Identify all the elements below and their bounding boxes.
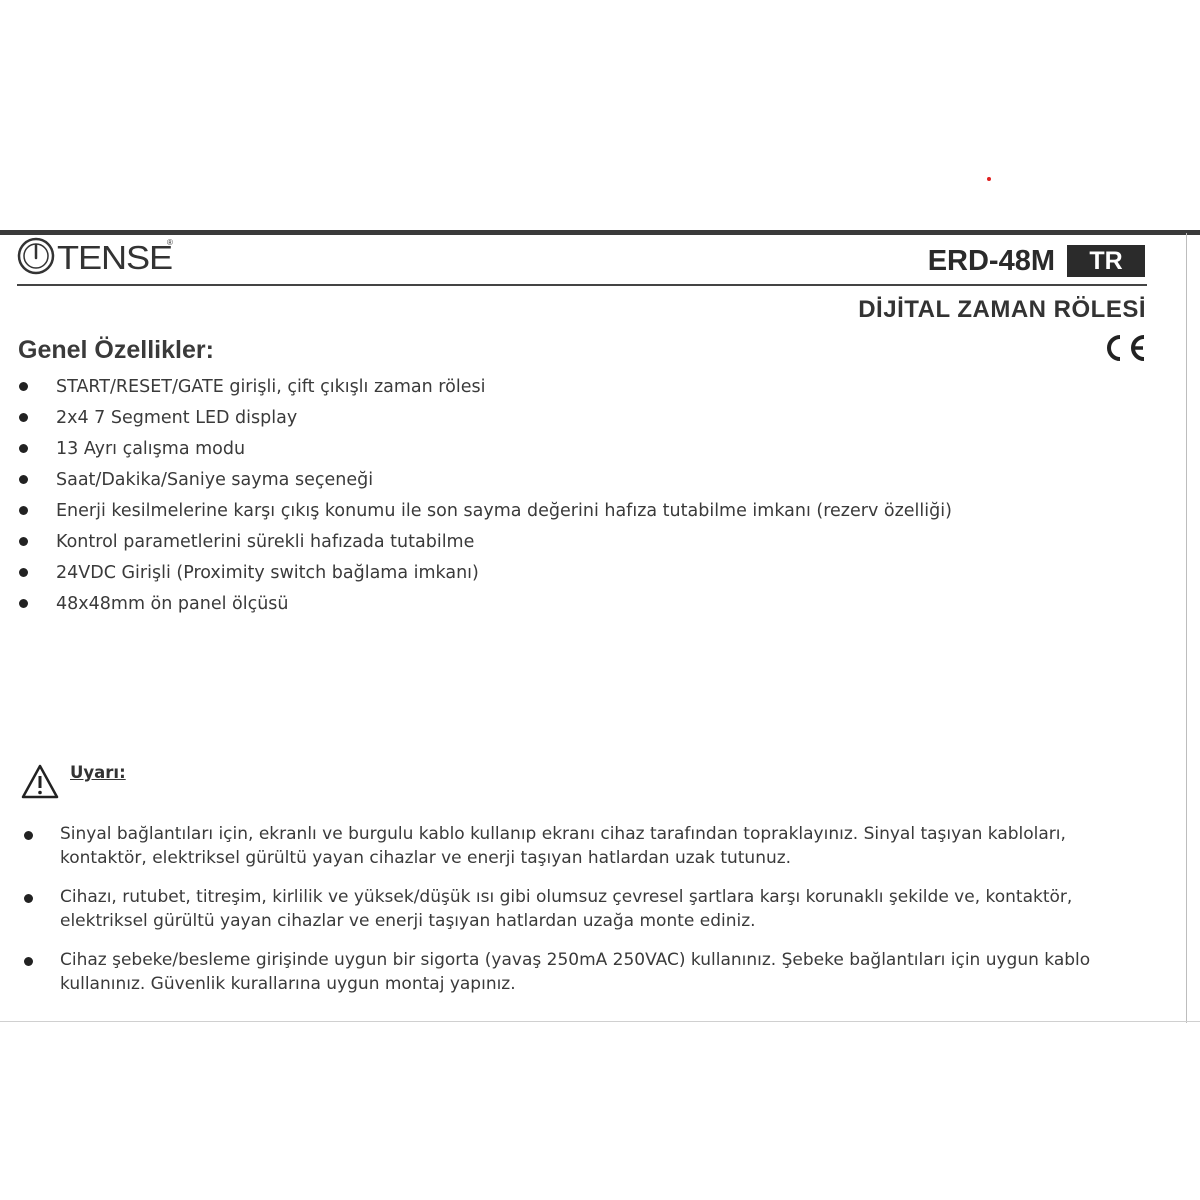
product-title: DİJİTAL ZAMAN RÖLESİ <box>858 296 1146 323</box>
model-number: ERD-48M <box>927 245 1055 277</box>
bullet-icon <box>19 568 28 577</box>
list-item: START/RESET/GATE girişli, çift çıkışlı zaman rölesi <box>0 372 952 403</box>
list-item: Kontrol parametlerini sürekli hafızada tutabilme <box>0 527 952 558</box>
header-divider <box>17 284 1147 286</box>
list-item: Cihazı, rutubet, titreşim, kirlilik ve yüksek/düşük ısı gibi olumsuz çevresel şartlara karşı korunaklı şekilde ve, kontaktör, elektriksel gürültü yayan cihazlar ve enerji taşıyan hatlardan uzağa monte ediniz. <box>0 885 1170 933</box>
red-dot-mark <box>987 177 991 181</box>
bullet-icon <box>19 444 28 453</box>
svg-text:®: ® <box>167 238 173 247</box>
warnings-list <box>0 822 1170 1011</box>
bullet-icon <box>19 382 28 391</box>
list-item: 13 Ayrı çalışma modu <box>0 434 952 465</box>
list-item: 2x4 7 Segment LED display <box>0 403 952 434</box>
features-list <box>0 372 952 620</box>
list-item: Saat/Dakika/Saniye sayma seçeneği <box>0 465 952 496</box>
warning-title: Uyarı: <box>70 763 126 782</box>
warning-triangle-icon <box>21 764 59 799</box>
bullet-icon <box>19 599 28 608</box>
list-item: Cihaz şebeke/besleme girişinde uygun bir sigorta (yavaş 250mA 250VAC) kullanınız. Şebeke bağlantıları için uygun kablo kullanınız. Güvenlik kurallarına uygun montaj yapınız. <box>0 948 1170 996</box>
language-badge: TR <box>1067 245 1145 277</box>
list-item: Sinyal bağlantıları için, ekranlı ve burgulu kablo kullanıp ekranı cihaz tarafından topraklayınız. Sinyal taşıyan kabloları, kontaktör, elektriksel gürültü yayan cihazlar ve enerji taşıyan hatlardan uzak tutunuz. <box>0 822 1170 870</box>
bullet-icon <box>19 413 28 422</box>
bullet-icon <box>24 957 33 966</box>
list-item: Enerji kesilmelerine karşı çıkış konumu ile son sayma değerini hafıza tutabilme imkanı (rezerv özelliği) <box>0 496 952 527</box>
features-title: Genel Özellikler: <box>18 336 214 364</box>
bullet-icon <box>19 537 28 546</box>
bullet-icon <box>24 894 33 903</box>
bullet-icon <box>24 831 33 840</box>
svg-text:TENSE: TENSE <box>57 239 172 276</box>
bullet-icon <box>19 506 28 515</box>
ce-mark-icon <box>1100 333 1146 363</box>
bottom-border <box>0 1021 1200 1022</box>
bullet-icon <box>19 475 28 484</box>
list-item: 24VDC Girişli (Proximity switch bağlama imkanı) <box>0 558 952 589</box>
tense-logo <box>17 236 182 276</box>
list-item: 48x48mm ön panel ölçüsü <box>0 589 952 620</box>
right-border <box>1186 233 1187 1023</box>
top-border <box>0 230 1200 235</box>
